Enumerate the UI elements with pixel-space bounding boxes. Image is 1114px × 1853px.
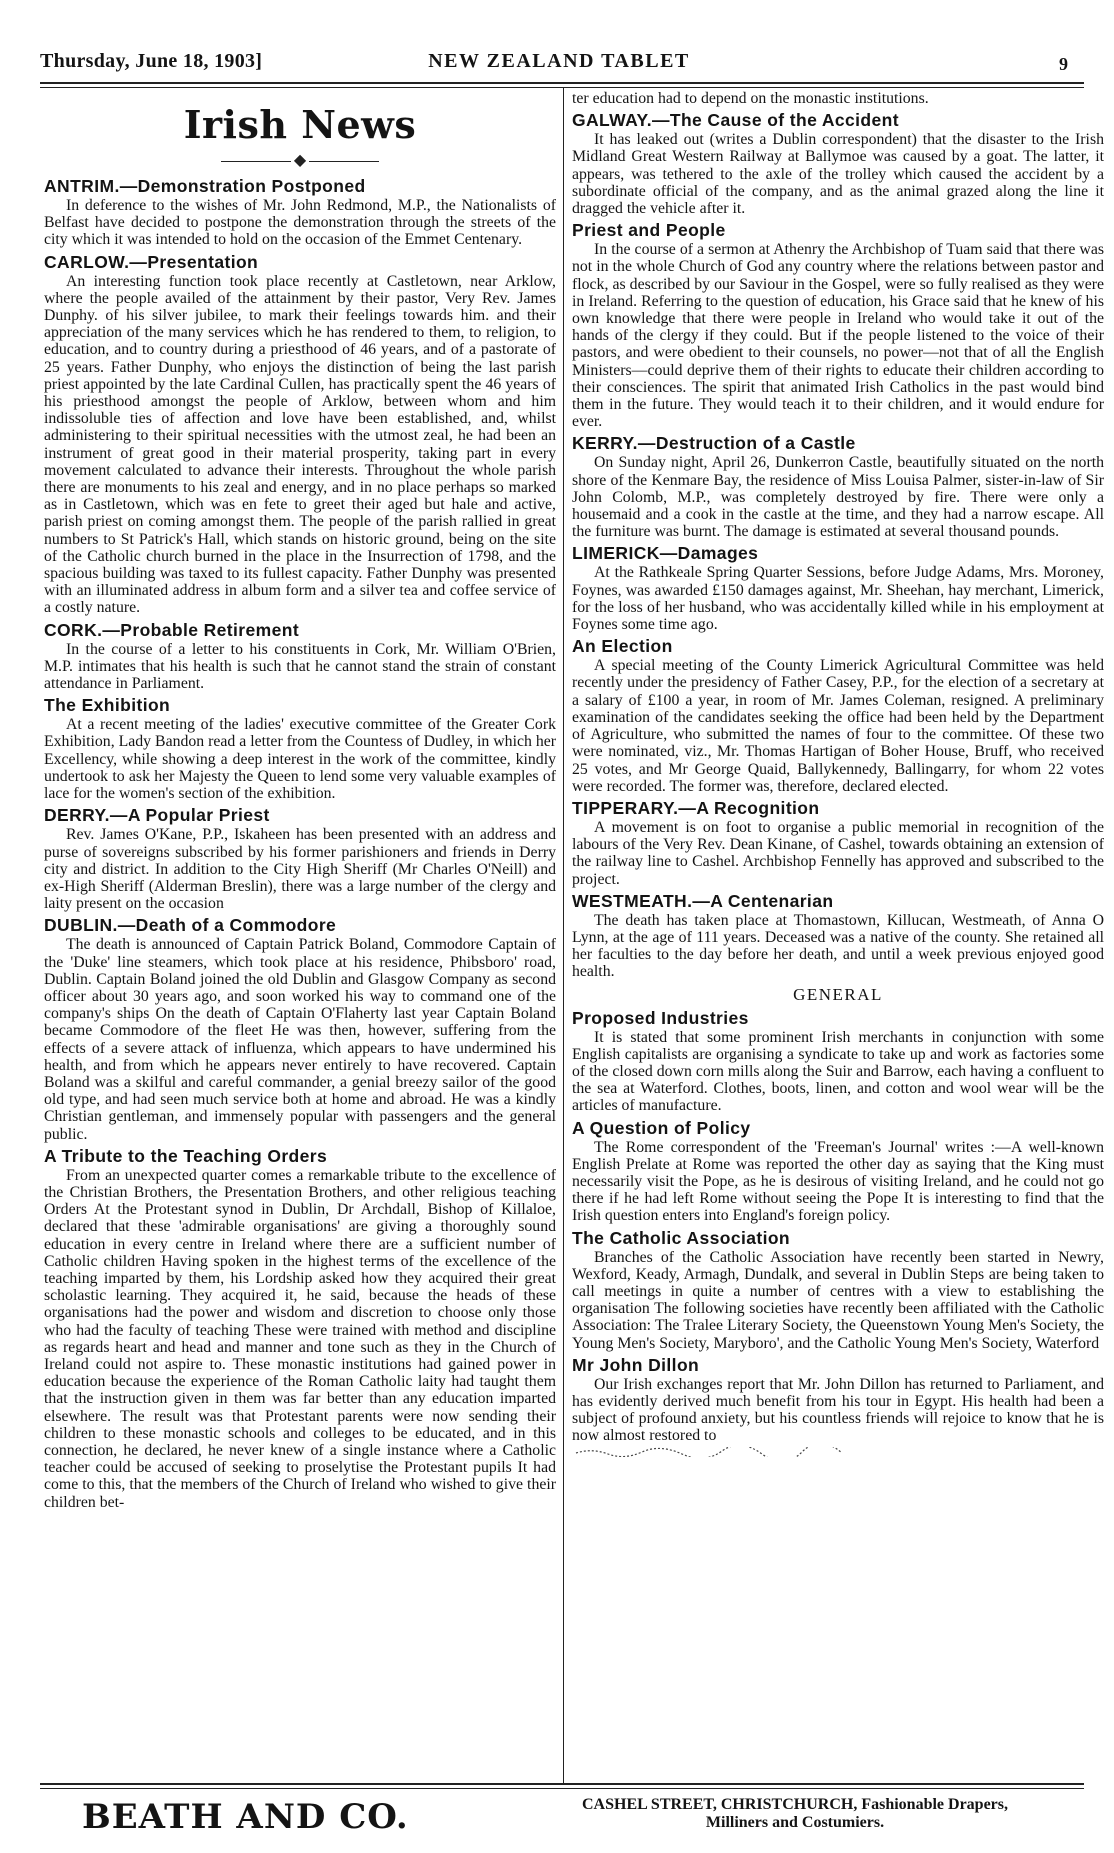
section-label: GENERAL bbox=[793, 984, 883, 1004]
article bbox=[572, 636, 1104, 795]
article-heading: CARLOW.—Presentation bbox=[44, 251, 259, 272]
article-paragraph: It is stated that some prominent Irish merchants in conjunction with some English capitalists are organising a syndicate to take up and work as factories some of the closed down corn mills along the Suir and Barrow, each having a confluent to the sea at Waterford. Clothes, boots, linen, and cotton and wool wear will be the articles of manufacture. bbox=[572, 1028, 1104, 1115]
article-heading: A Tribute to the Teaching Orders bbox=[44, 1145, 328, 1166]
article-heading: A Question of Policy bbox=[572, 1117, 751, 1138]
article bbox=[44, 252, 556, 617]
article bbox=[572, 1008, 1104, 1115]
article-paragraph: The Rome correspondent of the 'Freeman's Journal' writes :—A well-known English Prelate at Rome was reported the other day as saying that the King must necessarily visit the Pope, as he is desirous of visiting Ireland, and he could not go there if he had left Rome without seeing the Pope It is interesting to find that the Irish question enters into England's foreign policy. bbox=[572, 1138, 1104, 1225]
article-paragraph: ter education had to depend on the monastic institutions. bbox=[572, 90, 929, 107]
article-heading: KERRY.—Destruction of a Castle bbox=[572, 433, 856, 454]
article bbox=[44, 915, 556, 1142]
article-paragraph: On Sunday night, April 26, Dunkerron Castle, beautifully situated on the north shore of the Kenmare Bay, the residence of Miss Louisa Palmer, sister-in-law of Sir John Colomb, M.P., was completely destroyed by fire. There were only a housemaid and a cook in the castle at the time, and they had a narrow escape. All the furniture was burnt. The damage is estimated at several thousand pounds. bbox=[572, 454, 1104, 541]
article bbox=[572, 1355, 1104, 1445]
publication-title: NEW ZEALAND TABLET bbox=[428, 50, 690, 72]
right-column bbox=[572, 90, 1104, 1780]
article-paragraph: The death is announced of Captain Patrick Boland, Commodore Captain of the 'Duke' line steamers, which took place at his residence, Phibsboro' road, Dublin. Captain Boland joined the old Dublin and Glasgow Company as second officer about 30 years ago, and soon worked his way to command one of the company's ships On the death of Captain O'Flaherty last year Captain Boland became Commodore of the fleet He was then, however, suffering from the effects of a severe attack of influenza, which appears to have undermined his health, and from which he appears never entirely to have recovered. Captain Boland was a skilful and careful commander, a genial breezy sailor of the good old type, and had seen much service both at home and abroad. He was a kindly Christian gentleman, and immensely popular with passengers and the general public. bbox=[44, 936, 556, 1143]
article-paragraph: In the course of a letter to his constituents in Cork, Mr. William O'Brien, M.P. intimates that his health is such that he cannot stand the strain of constant attendance in Parliament. bbox=[44, 640, 556, 693]
article-paragraph: In deference to the wishes of Mr. John Redmond, M.P., the Nationalists of Belfast have decided to postpone the demonstration through the streets of the city which it was intended to hold on the occasion of the Emmet Centenary. bbox=[44, 197, 556, 249]
article-paragraph: From an unexpected quarter comes a remarkable tribute to the excellence of the Christian Brothers, the Presentation Brothers, and other religious teaching Orders At the Protestant synod in Dublin, Dr Archdall, Bishop of Killaloe, declared that these 'admirable organisations' are giving a thoroughly sound education in every centre in Ireland where there are a sufficient number of Catholic children Having spoken in the highest terms of the excellence of the teaching imparted by them, his Lordship asked how they acquired their great scholastic learning. They acquired it, he said, because the heads of these organisations had the power and wisdom and discretion to choose only those who had the faculty of teaching These were trained with method and discipline as regards heart and head and manner and tone such as they in the Church of Ireland could not aspire to. These monastic institutions had gained power in education because the experience of the Roman Catholic laity had taught them that the instruction given in them was far better than any education imparted elsewhere. The result was that Protestant parents were now sending their children to these monastic schools and colleges to be educated, and in this connection, he declared, he never knew of a single instance where a Catholic teacher could be accused of seeking to proselytise the Protestant pupils It had come to this, that the members of the Church of Ireland who wished to give their children bet- bbox=[44, 1166, 556, 1511]
header-rule bbox=[40, 82, 1084, 88]
advertiser-details bbox=[500, 1796, 1090, 1832]
article-paragraph: It has leaked out (writes a Dublin correspondent) that the disaster to the Irish Midland Great Western Railway at Ballymoe was caused by a goat. The latter, it appears, was tethered to the axle of the trolley which caused the accident by a subordinate official of the company, and as the animal grazed along the line it dragged the vehicle after it. bbox=[572, 131, 1104, 218]
article bbox=[44, 620, 556, 693]
article bbox=[572, 543, 1104, 633]
article-heading: CORK.—Probable Retirement bbox=[44, 619, 300, 640]
article-heading: DERRY.—A Popular Priest bbox=[44, 805, 270, 826]
issue-date: Thursday, June 18, 1903] bbox=[40, 50, 263, 72]
smudge-mark bbox=[572, 1447, 872, 1457]
article-heading: The Catholic Association bbox=[572, 1227, 791, 1248]
article-paragraph: A movement is on foot to organise a public memorial in recognition of the labours of the Very Rev. Dean Kinane, of Cashel, towards obtaining an extension of the railway line to Cashel. Archbishop Fennelly has approved and subscribed to the project. bbox=[572, 818, 1104, 888]
column-divider bbox=[563, 88, 564, 1784]
article-paragraph: The death has taken place at Thomastown, Killucan, Westmeath, of Anna O Lynn, at the age of 111 years. Deceased was a native of the county. She retained all her faculties to the day before her death, and until a week previous enjoyed good health. bbox=[572, 911, 1104, 981]
left-column bbox=[44, 90, 556, 1780]
article bbox=[572, 798, 1104, 888]
article-heading: The Exhibition bbox=[44, 695, 171, 716]
article bbox=[572, 891, 1104, 981]
article-heading: Priest and People bbox=[572, 220, 726, 241]
page-number: 9 bbox=[1059, 54, 1068, 74]
article-paragraph: A special meeting of the County Limerick Agricultural Committee was held recently under the presidency of Father Casey, P.P., for the election of a secretary at a salary of £100 a year, in room of Mr. James Coleman, resigned. A preliminary examination of the candidates seeking the office had been held by the Department of Agriculture, who submitted the names of four to the committee. Of these two were nominated, viz., Mr. Thomas Hartigan of Boher House, Bruff, who received 25 votes, and Mr George Quaid, Ballykennedy, Ballingarry, for whom 22 votes were recorded. The former was, therefore, declared elected. bbox=[572, 657, 1104, 795]
article-heading: An Election bbox=[572, 636, 673, 657]
article-paragraph: Branches of the Catholic Association have recently been started in Newry, Wexford, Keady, Armagh, Dundalk, and several in Dublin Steps are being taken to call meetings in quite a number of centres with a view to establishing the organisation The following societies have recently been affiliated with the Catholic Association: The Tralee Literary Society, the Queenstown Young Men's Society, the Young Men's Society, Maryboro', and the Catholic Young Men's Society, Waterford bbox=[572, 1248, 1104, 1352]
article-paragraph: In the course of a sermon at Athenry the Archbishop of Tuam said that there was not in the whole Church of God any country where the relations between pastor and flock, as described by our Saviour in the Gospel, were so fully realised as they were in Ireland. Referring to the question of education, his Grace said that he knew of his own knowledge that there were people in Ireland who would take it out of the hands of the clergy if they could. But if the people listened to the voice of their pastors, and were obedient to their counsels, no power—not that of all the English Ministers—could deprive them of their rights to educate their children according to their consciences. The spirit that animated Irish Catholics in the past would bind them in the future. They would teach it to their children, and it would endure for ever. bbox=[572, 241, 1104, 431]
article-heading: WESTMEATH.—A Centenarian bbox=[572, 890, 834, 911]
article bbox=[44, 1146, 556, 1511]
article-heading: ANTRIM.—Demonstration Postponed bbox=[44, 176, 366, 196]
section-masthead: Irish News bbox=[183, 102, 417, 147]
article bbox=[572, 985, 1104, 1005]
article-paragraph: An interesting function took place recently at Castletown, near Arklow, where the people availed of the attainment by their pastor, Very Rev. James Dunphy. of his silver jubilee, to mark their feelings towards him. and their appreciation of the many services which he has rendered to them, to religion, to education, and to country during a priesthood of 46 years, and of a pastorate of 25 years. Father Dunphy, who enjoys the distinction of being the last parish priest appointed by the late Cardinal Cullen, has practically spent the 46 years of his priesthood amongst the people of Arklow, between whom and him indissoluble ties of affection and love have been established, and, whilst administering to their spiritual necessities with the utmost zeal, he had been an instrument of great good in their material prosperity, taking part in every movement calculated to advance their interests. Throughout the whole parish there are monuments to his zeal and energy, and in no place perhaps so marked as in Castletown, which was en fete to greet their aged but hale and active, parish priest on coming amongst them. The people of the parish rallied in great numbers to St Patrick's Hall, which stands on historic ground, being on the site of the Catholic church burned in the place in the Insurrection of 1798, and the spacious building was taxed to its fullest capacity. Father Dunphy was presented with an illuminated address in album form and a silver tea and coffee service of a costly nature. bbox=[44, 272, 556, 617]
article bbox=[572, 433, 1104, 540]
article-paragraph: Our Irish exchanges report that Mr. John Dillon has returned to Parliament, and has evidently derived much benefit from his tour in Egypt. His health had been a subject of profound anxiety, but his countless friends will rejoice to know that he is now almost restored to bbox=[572, 1375, 1104, 1445]
article-paragraph: At a recent meeting of the ladies' executive committee of the Greater Cork Exhibition, Lady Bandon read a letter from the Countess of Dudley, in which her Excellency, while showing a deep interest in the work of the committee, kindly undertook to ask her Majesty the Queen to lend some very valuable examples of lace for the women's section of the exhibition. bbox=[44, 716, 556, 803]
article-heading: Mr John Dillon bbox=[572, 1354, 700, 1375]
article bbox=[572, 1228, 1104, 1352]
advertiser-trade: Milliners and Costumiers. bbox=[705, 1814, 885, 1831]
article bbox=[572, 1118, 1104, 1225]
article-heading: TIPPERARY.—A Recognition bbox=[572, 797, 820, 818]
advertiser-name: BEATH AND CO. bbox=[82, 1797, 409, 1837]
left-articles bbox=[44, 176, 556, 1511]
article bbox=[572, 90, 1104, 107]
page-header bbox=[34, 44, 1084, 80]
article-paragraph: Rev. James O'Kane, P.P., Iskaheen has been presented with an address and purse of sovereigns subscribed by his former parishioners and friends in Derry city and district. In addition to the City High Sheriff (Mr Charles O'Neill) and ex-High Sheriff (Alderman Breslin), there was a large number of the clergy and laity present on the occasion bbox=[44, 826, 556, 913]
advertiser-address: CASHEL STREET, CHRISTCHURCH, Fashionable Drapers, bbox=[582, 1796, 1008, 1813]
article-heading: DUBLIN.—Death of a Commodore bbox=[44, 915, 337, 936]
article-heading: GALWAY.—The Cause of the Accident bbox=[572, 110, 899, 131]
article-heading: Proposed Industries bbox=[572, 1007, 749, 1028]
article bbox=[44, 695, 556, 802]
article bbox=[44, 176, 556, 249]
article bbox=[572, 110, 1104, 217]
article bbox=[44, 805, 556, 912]
masthead-ornament: ◆ bbox=[44, 152, 556, 170]
article-paragraph: At the Rathkeale Spring Quarter Sessions, before Judge Adams, Mrs. Moroney, Foynes, was awarded £150 damages against, Mr. Sheehan, hay merchant, Limerick, for the loss of her husband, who was accidentally killed while in his employment at Foynes some time ago. bbox=[572, 564, 1104, 634]
article-heading: LIMERICK—Damages bbox=[572, 543, 759, 564]
footer-rule bbox=[40, 1783, 1084, 1789]
article bbox=[572, 220, 1104, 430]
right-articles bbox=[572, 90, 1104, 1445]
